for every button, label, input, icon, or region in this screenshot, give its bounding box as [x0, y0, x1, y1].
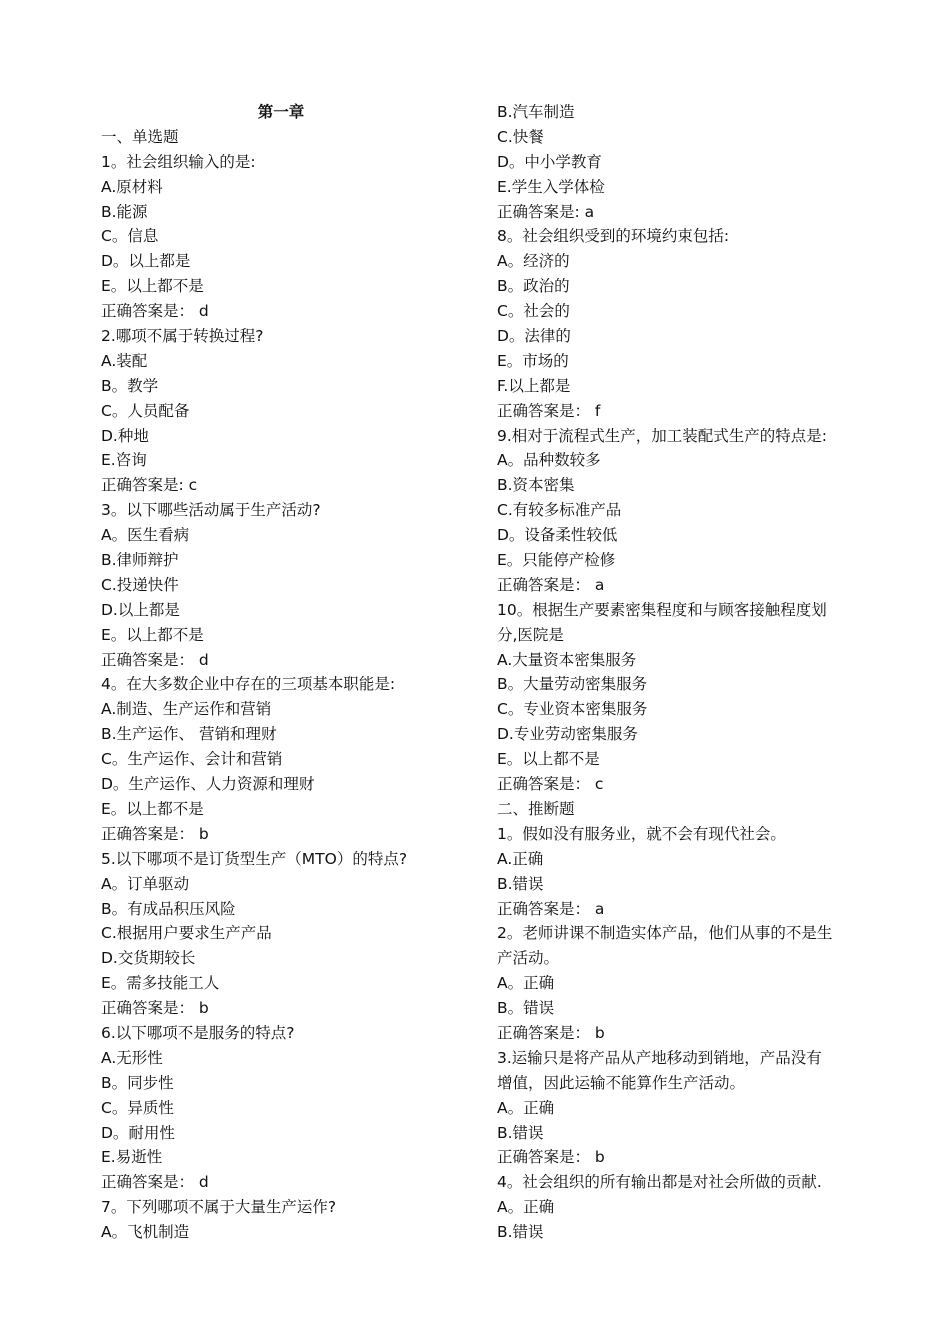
text-line: A.装配: [101, 351, 148, 370]
text-line: C。生产运作、会计和营销: [101, 750, 283, 769]
text-line: C。异质性: [101, 1098, 174, 1117]
text-line: E。只能停产检修: [497, 551, 616, 570]
text-line: C。信息: [101, 227, 159, 246]
text-line: B。政治的: [497, 277, 570, 296]
text-line: 正确答案是： b: [101, 824, 209, 843]
text-line: C.快餐: [497, 127, 544, 146]
text-line: E.学生入学体检: [497, 177, 605, 196]
text-line: 分,医院是: [497, 625, 564, 644]
text-line: 1。假如没有服务业，就不会有现代社会。: [497, 824, 786, 843]
text-line: B.资本密集: [497, 476, 575, 495]
text-line: 正确答案是: a: [497, 202, 595, 221]
text-line: B.能源: [101, 202, 148, 221]
text-line: B.生产运作、 营销和理财: [101, 725, 277, 744]
text-line: 正确答案是： a: [497, 899, 605, 918]
text-line: B.律师辩护: [101, 551, 179, 570]
text-line: D。法律的: [497, 327, 571, 346]
text-line: B.错误: [497, 1223, 544, 1242]
text-line: 正确答案是： b: [497, 1023, 605, 1042]
text-line: 4。在大多数企业中存在的三项基本职能是:: [101, 675, 396, 694]
text-line: 1。社会组织输入的是:: [101, 152, 256, 171]
text-line: 5.以下哪项不是订货型生产（MTO）的特点?: [101, 849, 408, 868]
text-line: 6.以下哪项不是服务的特点?: [101, 1023, 295, 1042]
text-line: B。错误: [497, 999, 555, 1018]
right-column: [497, 100, 867, 1245]
text-line: 一、单选题: [101, 127, 179, 146]
text-line: D。以上都是: [101, 252, 191, 271]
text-line: D.交货期较长: [101, 949, 196, 968]
text-line: B。大量劳动密集服务: [497, 675, 648, 694]
text-line: E。需多技能工人: [101, 974, 220, 993]
text-line: D。设备柔性较低: [497, 526, 618, 545]
text-line: C。专业资本密集服务: [497, 700, 648, 719]
text-line: A.原材料: [101, 177, 163, 196]
text-line: D。中小学教育: [497, 152, 602, 171]
text-line: D.以上都是: [101, 600, 180, 619]
text-line: E。以上都不是: [101, 277, 204, 296]
text-line: A.制造、生产运作和营销: [101, 700, 272, 719]
text-line: A.正确: [497, 849, 544, 868]
text-line: B。有成品积压风险: [101, 899, 236, 918]
text-line: 二、推断题: [497, 799, 575, 818]
text-line: C.有较多标准产品: [497, 501, 622, 520]
text-line: D。耐用性: [101, 1123, 175, 1142]
text-line: C.投递快件: [101, 575, 179, 594]
text-line: A.大量资本密集服务: [497, 650, 637, 669]
text-line: E。以上都不是: [101, 799, 204, 818]
text-line: 正确答案是： f: [497, 401, 601, 420]
text-line: D。生产运作、人力资源和理财: [101, 775, 315, 794]
text-line: A。飞机制造: [101, 1223, 190, 1242]
text-line: B.错误: [497, 874, 544, 893]
text-line: 7。下列哪项不属于大量生产运作?: [101, 1198, 337, 1217]
text-line: D.种地: [101, 426, 149, 445]
text-line: E。以上都不是: [101, 625, 204, 644]
text-line: 3。以下哪些活动属于生产活动?: [101, 501, 321, 520]
text-line: 正确答案是: c: [101, 476, 198, 495]
left-column-lines: [101, 125, 461, 1245]
text-line: 正确答案是： c: [497, 775, 604, 794]
text-line: E。以上都不是: [497, 750, 600, 769]
text-line: D.专业劳动密集服务: [497, 725, 638, 744]
chapter-title: 第一章: [257, 103, 305, 121]
text-line: F.以上都是: [497, 376, 571, 395]
text-line: A。正确: [497, 974, 555, 993]
text-line: A。品种数较多: [497, 451, 601, 470]
text-line: 增值，因此运输不能算作生产活动。: [497, 1073, 746, 1092]
text-line: A。正确: [497, 1198, 555, 1217]
text-line: C。人员配备: [101, 401, 190, 420]
text-line: E.咨询: [101, 451, 147, 470]
text-line: B.错误: [497, 1123, 544, 1142]
text-line: B.汽车制造: [497, 103, 575, 121]
text-line: A。经济的: [497, 252, 570, 271]
text-line: C。社会的: [497, 302, 570, 321]
text-line: C.根据用户要求生产产品: [101, 924, 272, 943]
text-line: 正确答案是： d: [101, 1173, 209, 1192]
text-line: 正确答案是： b: [497, 1148, 605, 1167]
text-line: 2.哪项不属于转换过程?: [101, 327, 264, 346]
text-line: 正确答案是： d: [101, 650, 209, 669]
text-line: E。市场的: [497, 351, 569, 370]
left-column: [101, 100, 461, 1245]
text-line: A。正确: [497, 1098, 555, 1117]
text-line: B。教学: [101, 376, 159, 395]
text-line: A。订单驱动: [101, 874, 190, 893]
text-line: A。医生看病: [101, 526, 190, 545]
text-line: 8。社会组织受到的环境约束包括:: [497, 227, 730, 246]
text-line: B。同步性: [101, 1073, 174, 1092]
text-line: A.无形性: [101, 1048, 163, 1067]
right-column-lines: [497, 100, 867, 1245]
text-line: 2。老师讲课不制造实体产品，他们从事的不是生: [497, 924, 833, 943]
text-line: 正确答案是： b: [101, 999, 209, 1018]
text-line: 3.运输只是将产品从产地移动到销地，产品没有: [497, 1048, 822, 1067]
text-line: 产活动。: [497, 949, 560, 968]
text-line: 9.相对于流程式生产，加工装配式生产的特点是:: [497, 426, 828, 445]
text-line: 正确答案是： a: [497, 575, 605, 594]
text-line: E.易逝性: [101, 1148, 163, 1167]
text-line: 10。根据生产要素密集程度和与顾客接触程度划: [497, 600, 827, 619]
text-line: 4。社会组织的所有输出都是对社会所做的贡献.: [497, 1173, 822, 1192]
text-line: 正确答案是： d: [101, 302, 209, 321]
